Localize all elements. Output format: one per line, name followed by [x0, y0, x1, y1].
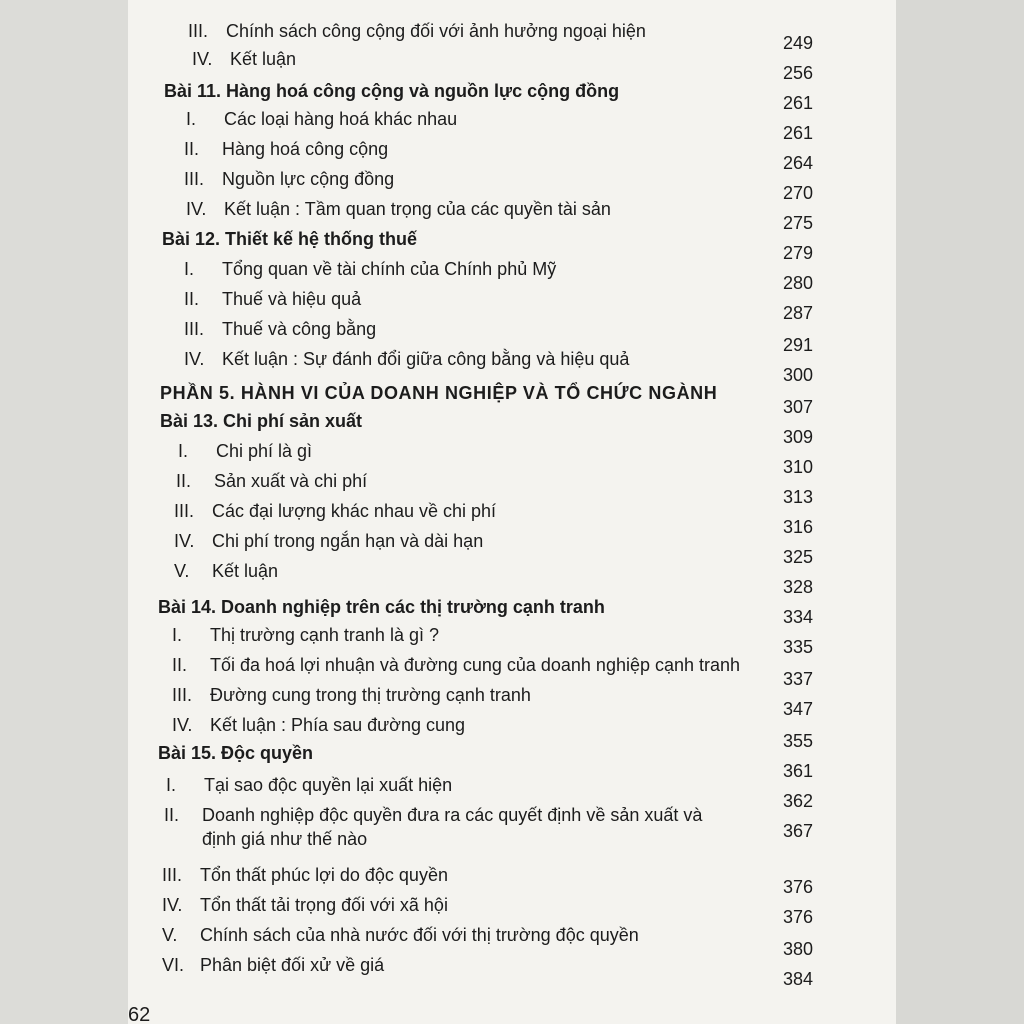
- toc-entry-title-continued: định giá như thế nào: [202, 829, 368, 849]
- toc-entry-title: Các đại lượng khác nhau về chi phí: [212, 501, 497, 521]
- toc-page-number: 376: [783, 907, 814, 927]
- toc-page-number: 355: [783, 731, 814, 751]
- toc-page-number: 291: [783, 335, 814, 355]
- toc-entry-title: Thị trường cạnh tranh là gì ?: [210, 625, 439, 645]
- toc-page-number: 287: [783, 303, 814, 323]
- toc-entry-title: Kết luận : Sự đánh đổi giữa công bằng và hiệu quả: [222, 349, 630, 369]
- toc-page-number: 380: [783, 939, 814, 959]
- toc-entry-title: Chi phí là gì: [216, 441, 313, 461]
- toc-roman-numeral: V.: [162, 925, 178, 945]
- toc-page-number: 309: [783, 427, 814, 447]
- toc-page-number: 261: [783, 123, 814, 143]
- toc-roman-numeral: I.: [172, 625, 183, 645]
- toc-page-number: 300: [783, 365, 814, 385]
- toc-roman-numeral: III.: [162, 865, 183, 885]
- toc-roman-numeral: IV.: [174, 531, 195, 551]
- toc-page-number: 261: [783, 93, 814, 113]
- toc-entry-title: Đường cung trong thị trường cạnh tranh: [210, 685, 531, 705]
- toc-page-number: 264: [783, 153, 814, 173]
- toc-entry-title: Tổn thất tải trọng đối với xã hội: [200, 895, 448, 915]
- toc-page-number: 335: [783, 637, 814, 657]
- toc-entry-title: Thuế và hiệu quả: [222, 289, 362, 309]
- toc-page-number: 328: [783, 577, 814, 597]
- toc-lesson-heading: Bài 11. Hàng hoá công cộng và nguồn lực cộng đồng: [164, 81, 620, 101]
- book-page: [128, 0, 896, 1024]
- toc-entry-title: Tại sao độc quyền lại xuất hiện: [204, 775, 453, 795]
- toc-page-number: 334: [783, 607, 814, 627]
- toc-roman-numeral: II.: [164, 805, 180, 825]
- toc-page-number: 249: [783, 33, 814, 53]
- toc-page-number: 367: [783, 821, 814, 841]
- toc-roman-numeral: III.: [172, 685, 193, 705]
- toc-entry-title: Sản xuất và chi phí: [214, 471, 368, 491]
- toc-page-number: 316: [783, 517, 814, 537]
- toc-page-number: 313: [783, 487, 814, 507]
- toc-entry-title: Tổng quan về tài chính của Chính phủ Mỹ: [222, 259, 557, 279]
- toc-page-number: 279: [783, 243, 814, 263]
- toc-entry-title: Kết luận : Tầm quan trọng của các quyền tài sản: [224, 199, 611, 219]
- toc-entry-title: Doanh nghiệp độc quyền đưa ra các quyết định về sản xuất và: [202, 805, 703, 825]
- toc-page-number: 384: [783, 969, 814, 989]
- right-background: [896, 0, 1024, 1024]
- page-number: 62: [128, 1004, 151, 1024]
- toc-roman-numeral: IV.: [172, 715, 193, 735]
- toc-entry-title: Kết luận: [230, 49, 297, 69]
- toc-roman-numeral: II.: [184, 289, 200, 309]
- toc-page-number: 256: [783, 63, 814, 83]
- toc-roman-numeral: I.: [184, 259, 195, 279]
- toc-roman-numeral: IV.: [192, 49, 213, 69]
- toc-roman-numeral: I.: [166, 775, 177, 795]
- toc-entry-title: Tổn thất phúc lợi do độc quyền: [200, 865, 448, 885]
- toc-page-number: 347: [783, 699, 814, 719]
- toc-roman-numeral: II.: [184, 139, 200, 159]
- toc-roman-numeral: III.: [184, 319, 205, 339]
- toc-page-number: 362: [783, 791, 814, 811]
- toc-lesson-heading: Bài 14. Doanh nghiệp trên các thị trường cạnh tranh: [158, 597, 605, 617]
- toc-entry-title: Thuế và công bằng: [222, 319, 377, 339]
- toc-page-number: 337: [783, 669, 814, 689]
- left-background: [0, 0, 128, 1024]
- toc-roman-numeral: IV.: [186, 199, 207, 219]
- toc-entry-title: Phân biệt đối xử về giá: [200, 955, 385, 975]
- toc-entry-title: Nguồn lực cộng đồng: [222, 169, 395, 189]
- toc-roman-numeral: VI.: [162, 955, 185, 975]
- toc-roman-numeral: II.: [172, 655, 188, 675]
- toc-lesson-heading: Bài 13. Chi phí sản xuất: [160, 411, 363, 431]
- toc-page-number: 376: [783, 877, 814, 897]
- toc-page-number: 275: [783, 213, 814, 233]
- toc-roman-numeral: IV.: [162, 895, 183, 915]
- toc-lesson-heading: Bài 12. Thiết kế hệ thống thuế: [162, 229, 418, 249]
- toc-roman-numeral: III.: [174, 501, 195, 521]
- toc-entry-title: Chính sách công cộng đối với ảnh hưởng ngoại hiện: [226, 21, 646, 41]
- toc-page-number: 280: [783, 273, 814, 293]
- toc-roman-numeral: III.: [188, 21, 209, 41]
- toc-entry-title: Kết luận: [212, 561, 279, 581]
- toc-roman-numeral: II.: [176, 471, 192, 491]
- toc-part-heading: PHẦN 5. HÀNH VI CỦA DOANH NGHIỆP VÀ TỔ CHỨC NGÀNH: [160, 383, 718, 403]
- toc-roman-numeral: III.: [184, 169, 205, 189]
- toc-page-number: 325: [783, 547, 814, 567]
- toc-roman-numeral: I.: [186, 109, 197, 129]
- toc-roman-numeral: IV.: [184, 349, 205, 369]
- toc-entry-title: Hàng hoá công cộng: [222, 139, 389, 159]
- toc-lesson-heading: Bài 15. Độc quyền: [158, 743, 314, 763]
- toc-entry-title: Các loại hàng hoá khác nhau: [224, 109, 458, 129]
- table-of-contents: [128, 0, 896, 1024]
- toc-roman-numeral: V.: [174, 561, 190, 581]
- toc-entry-title: Chính sách của nhà nước đối với thị trường độc quyền: [200, 925, 639, 945]
- toc-page-number: 361: [783, 761, 814, 781]
- toc-page-number: 310: [783, 457, 814, 477]
- toc-page-number: 270: [783, 183, 814, 203]
- toc-entry-title: Tối đa hoá lợi nhuận và đường cung của doanh nghiệp cạnh tranh: [210, 655, 741, 675]
- toc-entry-title: Chi phí trong ngắn hạn và dài hạn: [212, 531, 484, 551]
- toc-entry-title: Kết luận : Phía sau đường cung: [210, 715, 466, 735]
- toc-roman-numeral: I.: [178, 441, 189, 461]
- toc-page-number: 307: [783, 397, 814, 417]
